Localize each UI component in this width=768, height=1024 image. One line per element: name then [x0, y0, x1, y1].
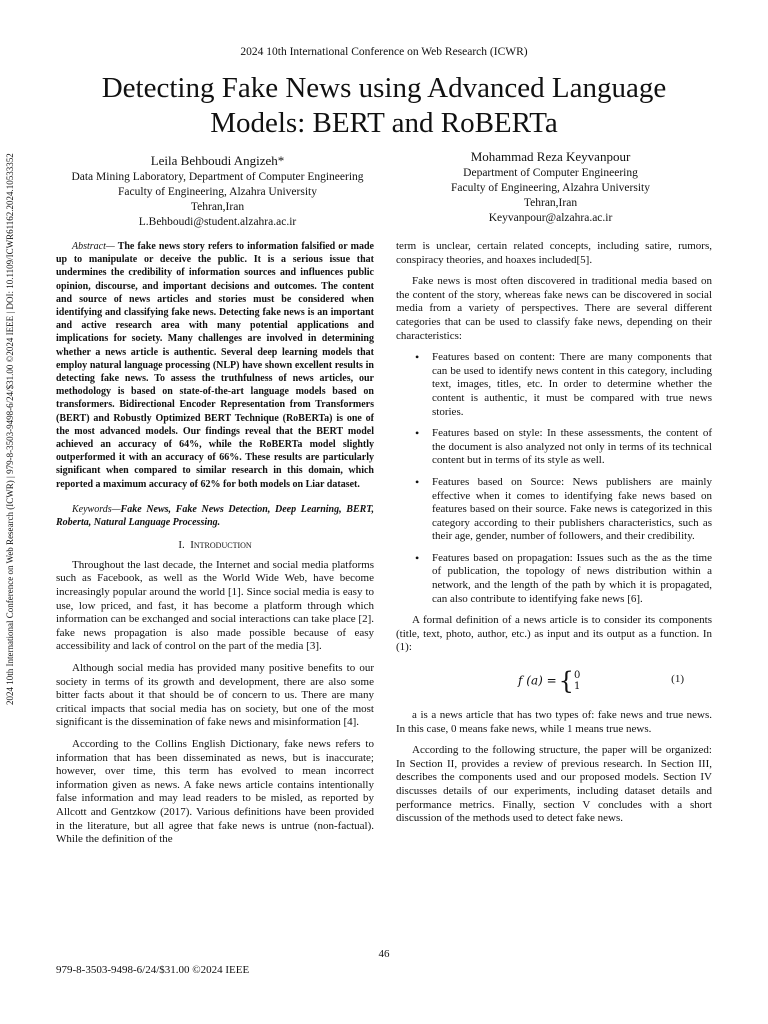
paragraph: Fake news is most often discovered in traditional media based on the content of the story, whereas fake news can be discovered in social media from a variety of perspectives. There are several different categories that can be used to classify fake news, depending on their characteristics: — [396, 275, 712, 342]
author-name: Mohammad Reza Keyvanpour — [470, 149, 631, 164]
author-email: Keyvanpour@alzahra.ac.ir — [488, 212, 613, 224]
keywords-text: Fake News, Fake News Detection, Deep Learning, BERT, Roberta, Natural Language Processing. — [56, 503, 374, 529]
section-title: Introduction — [190, 539, 252, 552]
equation-case: 0 — [573, 670, 581, 682]
author-affiliation: Faculty of Engineering, Alzahra University — [451, 182, 650, 194]
author-affiliation: Faculty of Engineering, Alzahra University — [118, 186, 317, 198]
footer-copyright: 979-8-3503-9498-6/24/$31.00 ©2024 IEEE — [56, 964, 250, 976]
equation-number: (1) — [671, 673, 684, 686]
sidebar-doi-strip: 2024 10th International Conference on Web Research (ICWR) | 979-8-3503-9498-6/24/$31.00 ©2024 IEEE | DOI: 10.1109/ICWR61162.2024.10533352 — [5, 153, 15, 705]
list-item: • Features based on content: There are many components that can be used to identify news content in this category, including text, images, titles, etc. In order to determine whether the content is authentic, it must be compared with true news stories. — [432, 351, 712, 419]
author-block-2 — [383, 148, 718, 226]
paragraph: A formal definition of a news article is to consider its components (title, text, photo, author, etc.) as input and its output as a function. In (1): — [396, 614, 712, 654]
author-location: Tehran,Iran — [190, 201, 245, 213]
equation — [396, 663, 712, 701]
equation-body — [518, 667, 581, 696]
abstract-text: The fake news story refers to information falsified or made up to manipulate or deceive the public. It is a serious issue that undermines the credibility of information sources and influences public opinion, discourse, and important decisions and outcomes. The content and source of news articles and stories must be considered when identifying and classifying fake news. Detecting fake news is an important and active research area with many potential applications and implications for society. Many challenges are involved in determining whether a news article is authentic. Several deep learning models that employ natural language processing (NLP) have shown excellent results in detecting fake news. To assess the truthfulness of news articles, our methodology is based on state-of-the-art language models based on transformers. Bidirectional Encoder Representation from Transformers (BERT) and Robustly Optimized BERT Technique (RoBERTa) is one of the most advanced models. Our findings reveal that the BERT model achieved an accuracy of 64%, while the RoBERTa model slightly outperformed it with an accuracy of 66%. These results are particularly significant when compared to similar research in this domain, which reported a maximum accuracy of 62% for both models on Liar dataset. — [56, 241, 374, 490]
right-column — [396, 240, 712, 826]
conference-header: 2024 10th International Conference on Web Research (ICWR) — [240, 46, 528, 58]
paper-title: Detecting Fake News using Advanced Language Models: BERT and RoBERTa — [101, 72, 667, 139]
section-heading-introduction — [56, 539, 374, 553]
paragraph: Although social media has provided many positive benefits to our society in terms of its growth and development, there are also some bitter facts about it that should be of concern to us. There are many critical impacts that social media has on society, but one of the most significant is the dissemination of fake news and misinformation [4]. — [56, 662, 374, 729]
keywords-lead: Keywords— — [72, 503, 121, 515]
paragraph: Throughout the last decade, the Internet and social media platforms such as Facebook, as well as the World Wide Web, have become increasingly popular around the world [1]. Since social media is easy to use, low priced, and fast, it has become a platform through which information can be exchanged and social interactions can take place [2]. fake news propagation is also made possible because of easy accessibility and lack of control on the part of the media [3]. — [56, 558, 374, 653]
author-location: Tehran,Iran — [523, 197, 578, 209]
paragraph: According to the Collins English Dictionary, fake news refers to information that has been disseminated as news, but is inaccurate; however, over time, this term has evolved to mean incorrect information given as news. A fake news article contains intentionally false information and may lead readers to be misled, as reported by Allcott and Gentzkow (2017). Various definitions have been provided in the literature, but all agree that fake news is untrue (non-factual). While the definition of the — [56, 737, 374, 846]
author-block-1 — [50, 152, 385, 230]
list-item: • Features based on style: In these assessments, the content of the document is also analyzed not only in terms of its technical content but in terms of its style as well. — [432, 427, 712, 468]
paragraph: According to the following structure, the paper will be organized: In Section II, provides a review of previous research. In Section III, describes the components used and our proposed models. Section IV discusses details of our experiments, including dataset details and performance metrics. Finally, section V concludes with a short discussion of the methods used to detect fake news. — [396, 744, 712, 825]
list-item: • Features based on Source: News publishers are mainly effective when it comes to identifying fake news based on features based on their source. Fake news is categorized in this category according to their publishers characteristics, such as their age, gender, number of followers, and their credibility. — [432, 476, 712, 544]
author-name: Leila Behboudi Angizeh* — [150, 153, 285, 168]
equation-cases — [574, 670, 580, 692]
list-item: • Features based on propagation: Issues such as the as the time of publication, the topology of news distribution within a network, and the length of the path by which it is propagated, can also contribute to identifying fake news [6]. — [432, 552, 712, 606]
section-number: I. — [178, 539, 185, 552]
paragraph-continuation: term is unclear, certain related concepts, including satire, rumors, conspiracy theories, and hoaxes included[5]. — [396, 240, 712, 266]
author-email: L.Behboudi@student.alzahra.ac.ir — [138, 216, 297, 228]
left-column — [56, 240, 374, 847]
page-number: 46 — [378, 948, 390, 960]
equation-lhs: f (a) = — [518, 673, 557, 688]
feature-list — [396, 351, 712, 606]
abstract-lead: Abstract— — [72, 241, 115, 252]
keywords — [56, 503, 374, 529]
author-affiliation: Data Mining Laboratory, Department of Computer Engineering — [71, 171, 364, 183]
paragraph: a is a news article that has two types of: fake news and true news. In this case, 0 means fake news, while 1 means true news. — [396, 709, 712, 735]
equation-case: 1 — [573, 681, 581, 693]
abstract — [56, 240, 374, 491]
brace-symbol: { — [558, 667, 574, 696]
author-affiliation: Department of Computer Engineering — [463, 167, 638, 179]
